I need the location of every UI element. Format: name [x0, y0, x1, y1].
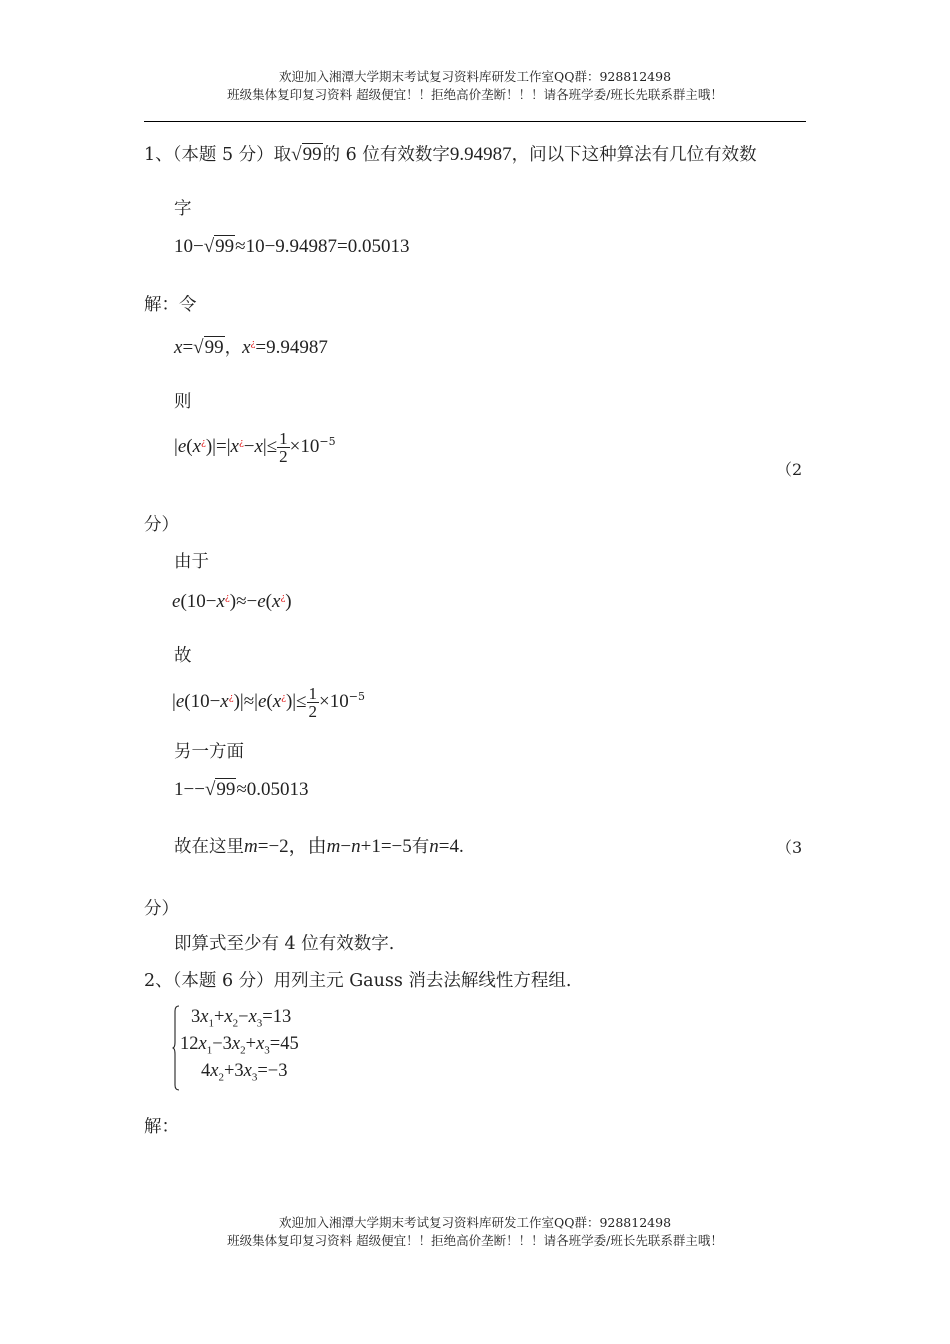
conc-d: +1=−5	[360, 836, 412, 857]
q1-solution-label: 解：令	[144, 295, 197, 315]
score-3-a: （3	[776, 838, 803, 857]
var-x: x	[216, 590, 225, 612]
times-ten: ×10	[289, 436, 320, 457]
t-d: )|≤	[285, 691, 307, 712]
sqrt-99: √99	[291, 144, 322, 165]
op: +	[213, 1007, 225, 1027]
abs-bar: |	[172, 691, 176, 712]
paren: (	[266, 691, 273, 712]
since-a: (10−	[180, 590, 217, 612]
conc-a: 故在这里	[174, 837, 244, 857]
sqrt-99: √99	[193, 336, 224, 358]
q1-expression	[174, 235, 410, 259]
rhs: =13	[262, 1007, 292, 1027]
var-x: x	[243, 1061, 252, 1081]
subscript: 2	[232, 1017, 239, 1030]
sqrt-99: √99	[204, 779, 236, 800]
header-line-2: 班级集体复印复习资料 超级便宜！！拒绝高价垄断！！！请各班学委/班长先联系群主哦！	[227, 87, 723, 102]
var-x: x	[210, 1061, 219, 1081]
score-3-b: 分）	[144, 899, 179, 919]
var-x: x	[256, 1034, 265, 1054]
since-b: )≈−	[229, 590, 258, 612]
var-e: e	[177, 436, 187, 457]
header-divider	[144, 121, 806, 122]
sqrt-99: √99	[203, 236, 235, 257]
q2-solution-label: 解：	[144, 1117, 179, 1137]
paren: )	[285, 590, 292, 612]
q1-then: 则	[174, 392, 192, 412]
subscript: 2	[218, 1071, 224, 1084]
var-e: e	[257, 691, 267, 712]
rhs: =45	[269, 1034, 299, 1054]
var-m: m	[326, 836, 341, 857]
conc-b: =−2，由	[257, 836, 327, 857]
radicand: 99	[302, 144, 322, 165]
star-glyph: ¿	[250, 339, 256, 349]
fraction-half	[307, 685, 320, 720]
q1-therefore: 故	[174, 646, 192, 666]
period: .	[459, 836, 464, 857]
radicand: 99	[215, 236, 235, 257]
op: +3	[223, 1061, 244, 1081]
var-x: x	[220, 691, 229, 712]
radicand: 99	[216, 779, 236, 800]
rhs: =−3	[257, 1061, 288, 1081]
op: −	[238, 1007, 249, 1027]
frac-num: 1	[308, 684, 318, 703]
var-x: x	[224, 1007, 233, 1027]
subscript: 2	[240, 1044, 246, 1057]
le-sign: |≤	[262, 436, 278, 457]
fraction-half	[277, 430, 290, 465]
var-x: x	[248, 1007, 257, 1027]
subscript: 3	[251, 1071, 258, 1084]
abs-bar: |	[174, 436, 178, 457]
paren: (	[186, 436, 193, 457]
times-ten: ×10	[319, 691, 349, 712]
eq-sign: =	[182, 336, 194, 358]
frac-den: 2	[279, 447, 288, 466]
q1-value: 9.94987	[449, 144, 512, 165]
var-e: e	[257, 590, 266, 612]
star-glyph: ¿	[281, 693, 286, 704]
coef: 3	[191, 1007, 201, 1027]
subscript: 3	[256, 1017, 263, 1030]
equation-3	[201, 1061, 288, 1084]
var-x: x	[231, 1034, 241, 1054]
var-n: n	[351, 836, 361, 857]
star-glyph: ¿	[238, 438, 244, 449]
minus: −	[243, 436, 255, 457]
var-x: x	[272, 590, 281, 612]
q1-intro-text-c: ，问以下这种算法有几位有效数	[511, 145, 757, 165]
var-x: x	[200, 1007, 209, 1027]
coef: 12	[180, 1034, 199, 1054]
t-a: (10−	[184, 691, 221, 712]
exponent: −5	[319, 435, 336, 449]
q1-other-hand: 另一方面	[174, 742, 244, 762]
left-brace-icon	[172, 1005, 180, 1091]
var-n: n	[429, 836, 439, 857]
var-e: e	[172, 590, 181, 612]
var-x: x	[254, 436, 263, 457]
var-x: x	[198, 1034, 207, 1054]
exponent: −5	[348, 690, 365, 704]
radicand: 99	[204, 336, 224, 358]
coef: 4	[201, 1061, 211, 1081]
q1-intro	[144, 143, 757, 167]
var-x: x	[272, 691, 282, 712]
q1-final: 即算式至少有 4 位有效数字.	[174, 934, 395, 954]
subscript: 3	[264, 1044, 270, 1057]
header-line-1: 欢迎加入湘潭大学期末考试复习资料库研发工作室QQ群：928812498	[278, 69, 672, 84]
minus: −	[340, 836, 352, 857]
q1-other-expr	[174, 778, 309, 802]
q1-since: 由于	[174, 552, 209, 572]
let-value: =9.94987	[255, 336, 328, 358]
var-x: x	[230, 436, 239, 457]
q1-error-bound	[174, 430, 336, 465]
paren: (	[265, 590, 272, 612]
conc-f: =4	[438, 836, 459, 857]
page-header	[0, 68, 950, 104]
equation-1	[191, 1007, 291, 1030]
subscript: 1	[208, 1017, 214, 1030]
q1-intro-text-a: 1、（本题 5 分）取	[144, 145, 292, 165]
star-glyph: ¿	[228, 693, 234, 704]
q1-since-expr	[172, 586, 292, 614]
star-glyph: ¿	[280, 593, 286, 603]
op: +	[245, 1034, 257, 1054]
q1-let-line	[174, 332, 328, 360]
other-b: ≈0.05013	[236, 779, 309, 800]
page-footer	[0, 1214, 950, 1250]
var-e: e	[175, 691, 185, 712]
expr-part-a: 10−	[174, 236, 204, 257]
footer-line-2: 班级集体复印复习资料 超级便宜！！拒绝高价垄断！！！请各班学委/班长先联系群主哦！	[227, 1233, 723, 1248]
q2-intro: 2、（本题 6 分）用列主元 Gauss 消去法解线性方程组.	[144, 971, 572, 991]
t-b: )|≈|	[233, 691, 258, 712]
frac-den: 2	[308, 702, 318, 721]
footer-line-1: 欢迎加入湘潭大学期末考试复习资料库研发工作室QQ群：928812498	[278, 1215, 672, 1230]
star-glyph: ¿	[224, 593, 230, 603]
var-x: x	[174, 336, 183, 358]
score-2-a: （2	[776, 460, 803, 479]
frac-num: 1	[279, 429, 288, 448]
conc-e: 有	[411, 837, 430, 857]
q1-therefore-expr	[172, 685, 365, 720]
q1-intro-text-b: 的 6 位有效数字	[322, 145, 450, 165]
q1-intro-cont: 字	[174, 199, 192, 219]
star-glyph: ¿	[201, 438, 206, 449]
var-m: m	[244, 836, 258, 857]
subscript: 1	[206, 1044, 213, 1057]
var-x-star: x	[242, 336, 251, 358]
op: −3	[212, 1034, 232, 1054]
expr-part-b: ≈10−9.94987=0.05013	[235, 236, 410, 257]
q1-conclusion	[174, 835, 464, 859]
score-2-b: 分）	[144, 515, 179, 535]
comma: ，	[224, 337, 243, 358]
equation-2	[180, 1034, 299, 1057]
err-mid: )|=|	[205, 436, 231, 457]
other-a: 1−−	[174, 779, 205, 800]
var-x: x	[192, 436, 202, 457]
